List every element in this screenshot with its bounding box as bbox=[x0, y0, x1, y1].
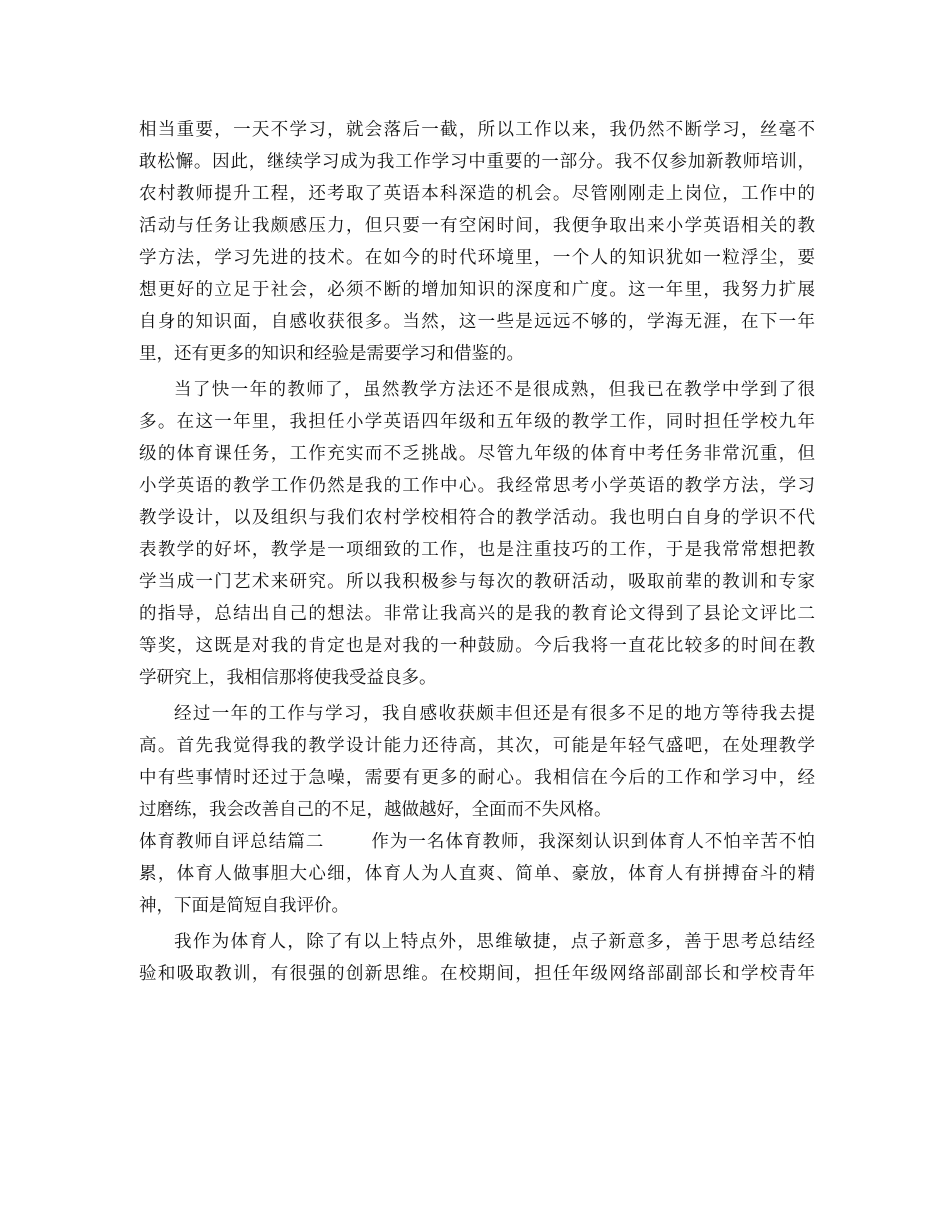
text-line: 敢松懈。因此，继续学习成为我工作学习中重要的一部分。我不仅参加新教师培训， bbox=[139, 152, 815, 172]
text-line: 学当成一门艺术来研究。所以我积极参与每次的教研活动，吸取前辈的教训和专家 bbox=[139, 572, 815, 592]
paragraph bbox=[139, 698, 815, 826]
text-line: 高。首先我觉得我的教学设计能力还待高，其次，可能是年轻气盛吧，在处理教学 bbox=[139, 736, 815, 756]
text-line: 当了快一年的教师了，虽然教学方法还不是很成熟，但我已在教学中学到了很 bbox=[174, 380, 815, 400]
paragraph bbox=[139, 374, 815, 694]
text-line: 经过一年的工作与学习，我自感收获颇丰但还是有很多不足的地方等待我去提 bbox=[174, 704, 815, 724]
text-line: 过磨练，我会改善自己的不足，越做越好，全面而不失风格。 bbox=[139, 800, 612, 820]
section bbox=[139, 826, 815, 922]
text-line: 活动与任务让我颇感压力，但只要一有空闲时间，我便争取出来小学英语相关的教 bbox=[139, 216, 815, 236]
text-line: 级的体育课任务，工作充实而不乏挑战。尽管九年级的体育中考任务非常沉重，但 bbox=[139, 444, 815, 464]
text-line: 神，下面是简短自我评价。 bbox=[139, 896, 349, 916]
text-line: 里，还有更多的知识和经验是需要学习和借鉴的。 bbox=[139, 344, 524, 364]
text-line: 多。在这一年里，我担任小学英语四年级和五年级的教学工作，同时担任学校九年 bbox=[139, 412, 815, 432]
text-line: 我作为体育人，除了有以上特点外，思维敏捷，点子新意多，善于思考总结经 bbox=[174, 932, 815, 952]
text-line: 农村教师提升工程，还考取了英语本科深造的机会。尽管刚刚走上岗位，工作中的 bbox=[139, 184, 815, 204]
text-line: 学方法，学习先进的技术。在如今的时代环境里，一个人的知识犹如一粒浮尘，要 bbox=[139, 248, 815, 268]
text-line: 相当重要，一天不学习，就会落后一截，所以工作以来，我仍然不断学习，丝毫不 bbox=[139, 120, 815, 140]
text-line: 自身的知识面，自感收获很多。当然，这一些是远远不够的，学海无涯，在下一年 bbox=[139, 312, 815, 332]
text-line: 等奖，这既是对我的肯定也是对我的一种鼓励。今后我将一直花比较多的时间在教 bbox=[139, 636, 815, 656]
text-line: 中有些事情时还过于急噪，需要有更多的耐心。我相信在今后的工作和学习中，经 bbox=[139, 768, 815, 788]
paragraph bbox=[139, 114, 815, 370]
text-line: 学研究上，我相信那将使我受益良多。 bbox=[139, 668, 437, 688]
document-body bbox=[139, 114, 815, 990]
text-line: 的指导，总结出自己的想法。非常让我高兴的是我的教育论文得到了县论文评比二 bbox=[139, 604, 815, 624]
text-line: 教学设计，以及组织与我们农村学校相符合的教学活动。我也明白自身的学识不代 bbox=[139, 508, 815, 528]
section-heading: 体育教师自评总结篇二 bbox=[139, 832, 325, 852]
paragraph bbox=[139, 926, 815, 990]
section-heading-line bbox=[139, 826, 815, 858]
text-line: 想更好的立足于社会，必须不断的增加知识的深度和广度。这一年里，我努力扩展 bbox=[139, 280, 815, 300]
text-line: 小学英语的教学工作仍然是我的工作中心。我经常思考小学英语的教学方法，学习 bbox=[139, 476, 815, 496]
section-first-sentence: 作为一名体育教师，我深刻认识到体育人不怕辛苦不怕 bbox=[370, 832, 816, 852]
text-line: 表教学的好坏，教学是一项细致的工作，也是注重技巧的工作，于是我常常想把教 bbox=[139, 540, 815, 560]
text-line: 累，体育人做事胆大心细，体育人为人直爽、简单、豪放，体育人有拼搏奋斗的精 bbox=[139, 864, 815, 884]
text-line: 验和吸取教训，有很强的创新思维。在校期间，担任年级网络部副部长和学校青年 bbox=[139, 964, 815, 984]
